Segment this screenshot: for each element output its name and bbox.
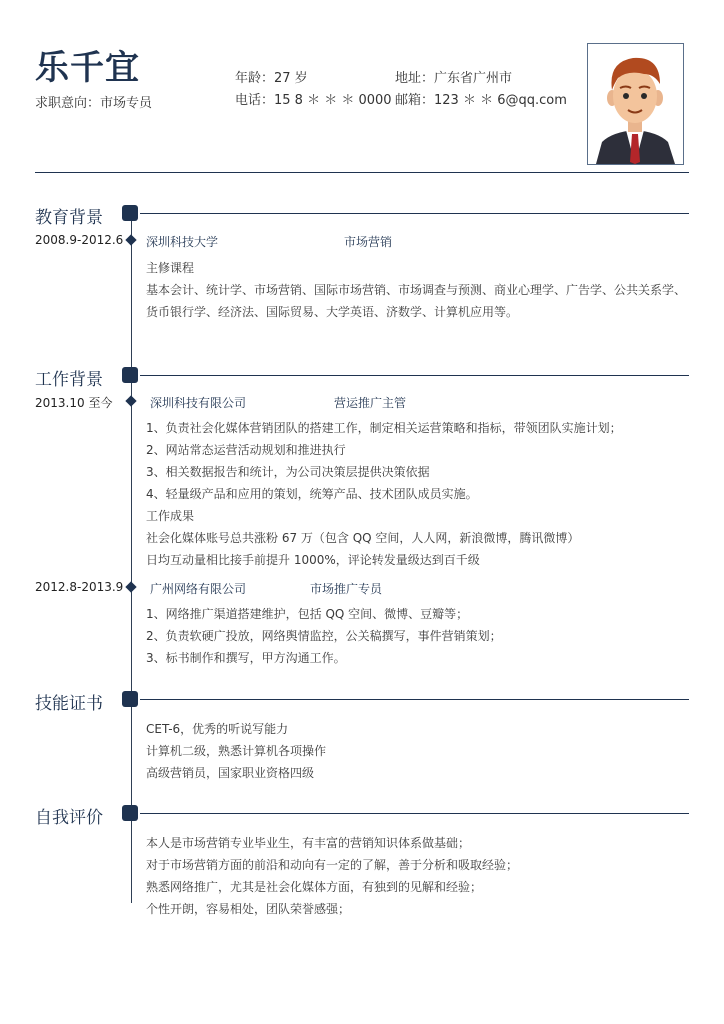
job-line: 日均互动量相比接手前提升 1000%，评论转发量级达到百千级 <box>146 553 480 567</box>
section-title-skills: 技能证书 <box>35 694 103 714</box>
section-title-work: 工作背景 <box>35 370 103 390</box>
timeline-diamond <box>125 581 136 592</box>
candidate-name: 乐千宜 <box>35 48 140 88</box>
section-title-self: 自我评价 <box>35 808 103 828</box>
major-name: 市场营销 <box>344 235 393 249</box>
job-intent: 求职意向：市场专员 <box>35 96 153 111</box>
section-title-education: 教育背景 <box>35 208 103 228</box>
phone-field: 电话：15 8 ＊ ＊ ＊ 0000 <box>235 93 392 108</box>
job-line: 2、网站常态运营活动规划和推进执行 <box>146 443 346 457</box>
address-field: 地址：广东省广州市 <box>395 71 513 86</box>
job-line: 社会化媒体账号总共涨粉 67 万（包含 QQ 空间，人人网，新浪微博，腾讯微博） <box>146 531 580 545</box>
job-date: 2012.8-2013.9 <box>35 580 124 594</box>
header-divider <box>35 172 689 173</box>
self-line: 本人是市场营销专业毕业生，有丰富的营销知识体系做基础； <box>146 836 471 850</box>
job-details <box>146 417 691 571</box>
self-details <box>146 832 691 920</box>
section-rule <box>140 699 689 700</box>
skills-details <box>146 718 691 784</box>
job-line: 1、网络推广渠道搭建维护，包括 QQ 空间、微博、豆瓣等； <box>146 607 469 621</box>
email-field: 邮箱：123 ＊ ＊ 6@qq.com <box>395 93 567 108</box>
timeline-line <box>131 213 132 903</box>
section-rule <box>140 213 689 214</box>
job-line: 1、负责社会化媒体营销团队的搭建工作，制定相关运营策略和指标，带领团队实施计划； <box>146 421 622 435</box>
skill-line: CET-6，优秀的听说写能力 <box>146 722 289 736</box>
profile-photo <box>587 43 684 165</box>
job-details <box>146 603 691 669</box>
job-line: 2、负责软硬广投放，网络舆情监控，公关稿撰写，事件营销策划； <box>146 629 502 643</box>
section-marker <box>122 205 138 221</box>
skill-line: 高级营销员，国家职业资格四级 <box>146 766 315 780</box>
education-details <box>146 257 691 323</box>
self-line: 个性开朗，容易相处，团队荣誉感强； <box>146 902 351 916</box>
timeline-diamond <box>125 395 136 406</box>
job-position: 市场推广专员 <box>310 582 383 596</box>
company-name: 广州网络有限公司 <box>150 582 247 596</box>
self-line: 熟悉网络推广，尤其是社会化媒体方面，有独到的见解和经验； <box>146 880 483 894</box>
job-position: 营运推广主管 <box>334 396 407 410</box>
job-line: 3、标书制作和撰写，甲方沟通工作。 <box>146 651 346 665</box>
section-marker <box>122 691 138 707</box>
job-line: 4、轻量级产品和应用的策划，统筹产品、技术团队成员实施。 <box>146 487 478 501</box>
self-line: 对于市场营销方面的前沿和动向有一定的了解，善于分析和吸取经验； <box>146 858 519 872</box>
section-rule <box>140 813 689 814</box>
job-date: 2013.10 至今 <box>35 396 113 410</box>
section-marker <box>122 367 138 383</box>
course-list: 基本会计、统计学、市场营销、国际市场营销、市场调查与预测、商业心理学、广告学、公共关系学、货币银行学、经济法、国际贸易、大学英语、济数学、计算机应用等。 <box>146 283 687 319</box>
job-line: 3、相关数据报告和统计，为公司决策层提供决策依据 <box>146 465 430 479</box>
section-marker <box>122 805 138 821</box>
age-field: 年龄：27 岁 <box>235 71 308 86</box>
education-date: 2008.9-2012.6 <box>35 233 124 247</box>
skill-line: 计算机二级，熟悉计算机各项操作 <box>146 744 327 758</box>
course-label: 主修课程 <box>146 261 195 275</box>
timeline-diamond <box>125 234 136 245</box>
job-line: 工作成果 <box>146 509 195 523</box>
company-name: 深圳科技有限公司 <box>150 396 247 410</box>
section-rule <box>140 375 689 376</box>
school-name: 深圳科技大学 <box>146 235 219 249</box>
